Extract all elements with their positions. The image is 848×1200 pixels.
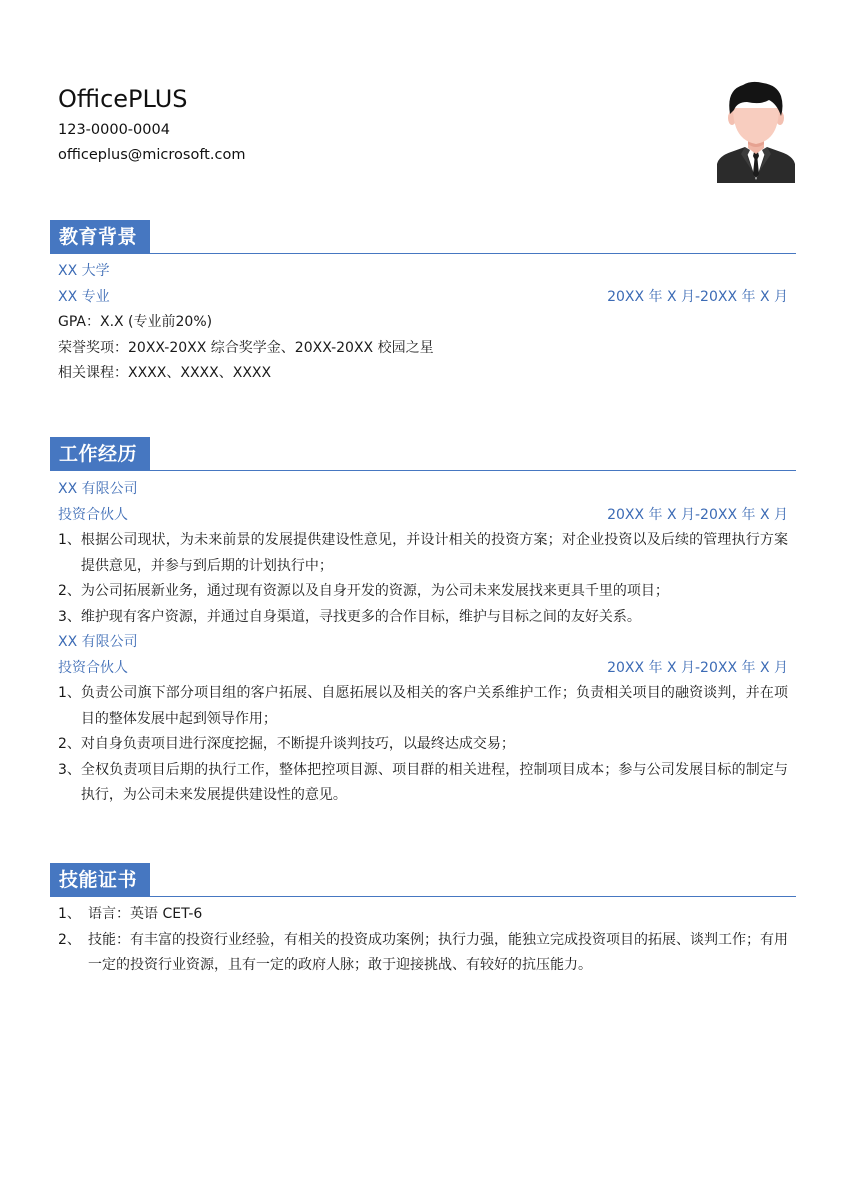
- phone-number: 123-0000-0004: [58, 122, 170, 138]
- resume-header: [58, 84, 245, 168]
- list-item: [50, 579, 796, 605]
- major-row: [50, 285, 796, 311]
- item-text: 全权负责项目后期的执行工作，整体把控项目源、项目群的相关进程，控制项目成本；参与公司发展目标的制定与执行，为公司未来发展提供建设性的意见。: [80, 761, 788, 803]
- section-divider: [50, 470, 796, 471]
- list-item: [50, 758, 796, 809]
- list-item: [50, 902, 796, 928]
- section-title: 技能证书: [50, 863, 150, 897]
- item-text: 维护现有客户资源，并通过自身渠道，寻找更多的合作目标，维护与目标之间的友好关系。: [80, 608, 641, 625]
- list-item: [50, 732, 796, 758]
- item-text: 对自身负责项目进行深度挖掘，不断提升谈判技巧，以最终达成交易；: [80, 736, 515, 752]
- school-name: XX 大学: [58, 263, 110, 279]
- item-text: 技能：有丰富的投资行业经验，有相关的投资成功案例；执行力强，能独立完成投资项目的拓展、谈判工作；有用一定的投资行业资源，且有一定的政府人脉；敢于迎接挑战、有较好的抗压能力。: [88, 931, 788, 973]
- major-name: XX 专业: [58, 288, 110, 305]
- item-text: 负责公司旗下部分项目组的客户拓展、自愿拓展以及相关的客户关系维护工作；负责相关项目的融资谈判，并在项目的整体发展中起到领导作用；: [80, 685, 788, 727]
- item-number: 2、: [58, 583, 81, 599]
- candidate-name: OfficePLUS: [58, 85, 188, 113]
- contact-info: [58, 118, 245, 168]
- job-role: 投资合伙人: [58, 659, 128, 676]
- job-role: 投资合伙人: [58, 506, 128, 523]
- company-name: XX 有限公司: [58, 634, 138, 650]
- list-item: [50, 528, 796, 579]
- honors-line: 荣誉奖项：20XX-20XX 综合奖学金、20XX-20XX 校园之星: [58, 339, 434, 356]
- item-number: 2、: [58, 736, 81, 752]
- item-text: 语言：英语 CET-6: [88, 906, 203, 922]
- skills-section: [50, 863, 796, 979]
- item-text: 根据公司现状，为未来前景的发展提供建设性意见，并设计相关的投资方案；对企业投资以及后续的管理执行方案提供意见，并参与到后期的计划执行中；: [80, 532, 788, 574]
- role-row: [50, 656, 796, 682]
- skills-header: [50, 863, 796, 897]
- role-row: [50, 503, 796, 529]
- gpa-line: GPA：X.X (专业前20%): [58, 314, 213, 330]
- section-title: 教育背景: [50, 220, 150, 254]
- item-number: 2、: [58, 931, 81, 948]
- item-number: 1、: [58, 685, 81, 701]
- work-section: [50, 437, 796, 809]
- item-text: 为公司拓展新业务，通过现有资源以及自身开发的资源，为公司未来发展找来更具千里的项目；: [80, 583, 669, 599]
- courses-line: 相关课程：XXXX、XXXX、XXXX: [58, 365, 272, 381]
- education-section: [50, 220, 796, 387]
- avatar: [717, 80, 795, 183]
- email-address: officeplus@microsoft.com: [58, 147, 246, 163]
- item-number: 3、: [58, 761, 81, 778]
- work-header: [50, 437, 796, 471]
- section-title: 工作经历: [50, 437, 150, 471]
- education-header: [50, 220, 796, 254]
- item-number: 1、: [58, 906, 81, 922]
- item-number: 1、: [58, 532, 81, 548]
- company-name: XX 有限公司: [58, 481, 138, 497]
- list-item: [50, 681, 796, 732]
- education-date: 20XX 年 X 月-20XX 年 X 月: [607, 288, 788, 305]
- job-entry: [50, 630, 796, 809]
- job-date: 20XX 年 X 月-20XX 年 X 月: [607, 506, 788, 523]
- list-item: [50, 928, 796, 979]
- job-date: 20XX 年 X 月-20XX 年 X 月: [607, 659, 788, 676]
- list-item: [50, 605, 796, 631]
- item-number: 3、: [58, 608, 81, 625]
- section-divider: [50, 253, 796, 254]
- job-entry: [50, 477, 796, 630]
- section-divider: [50, 896, 796, 897]
